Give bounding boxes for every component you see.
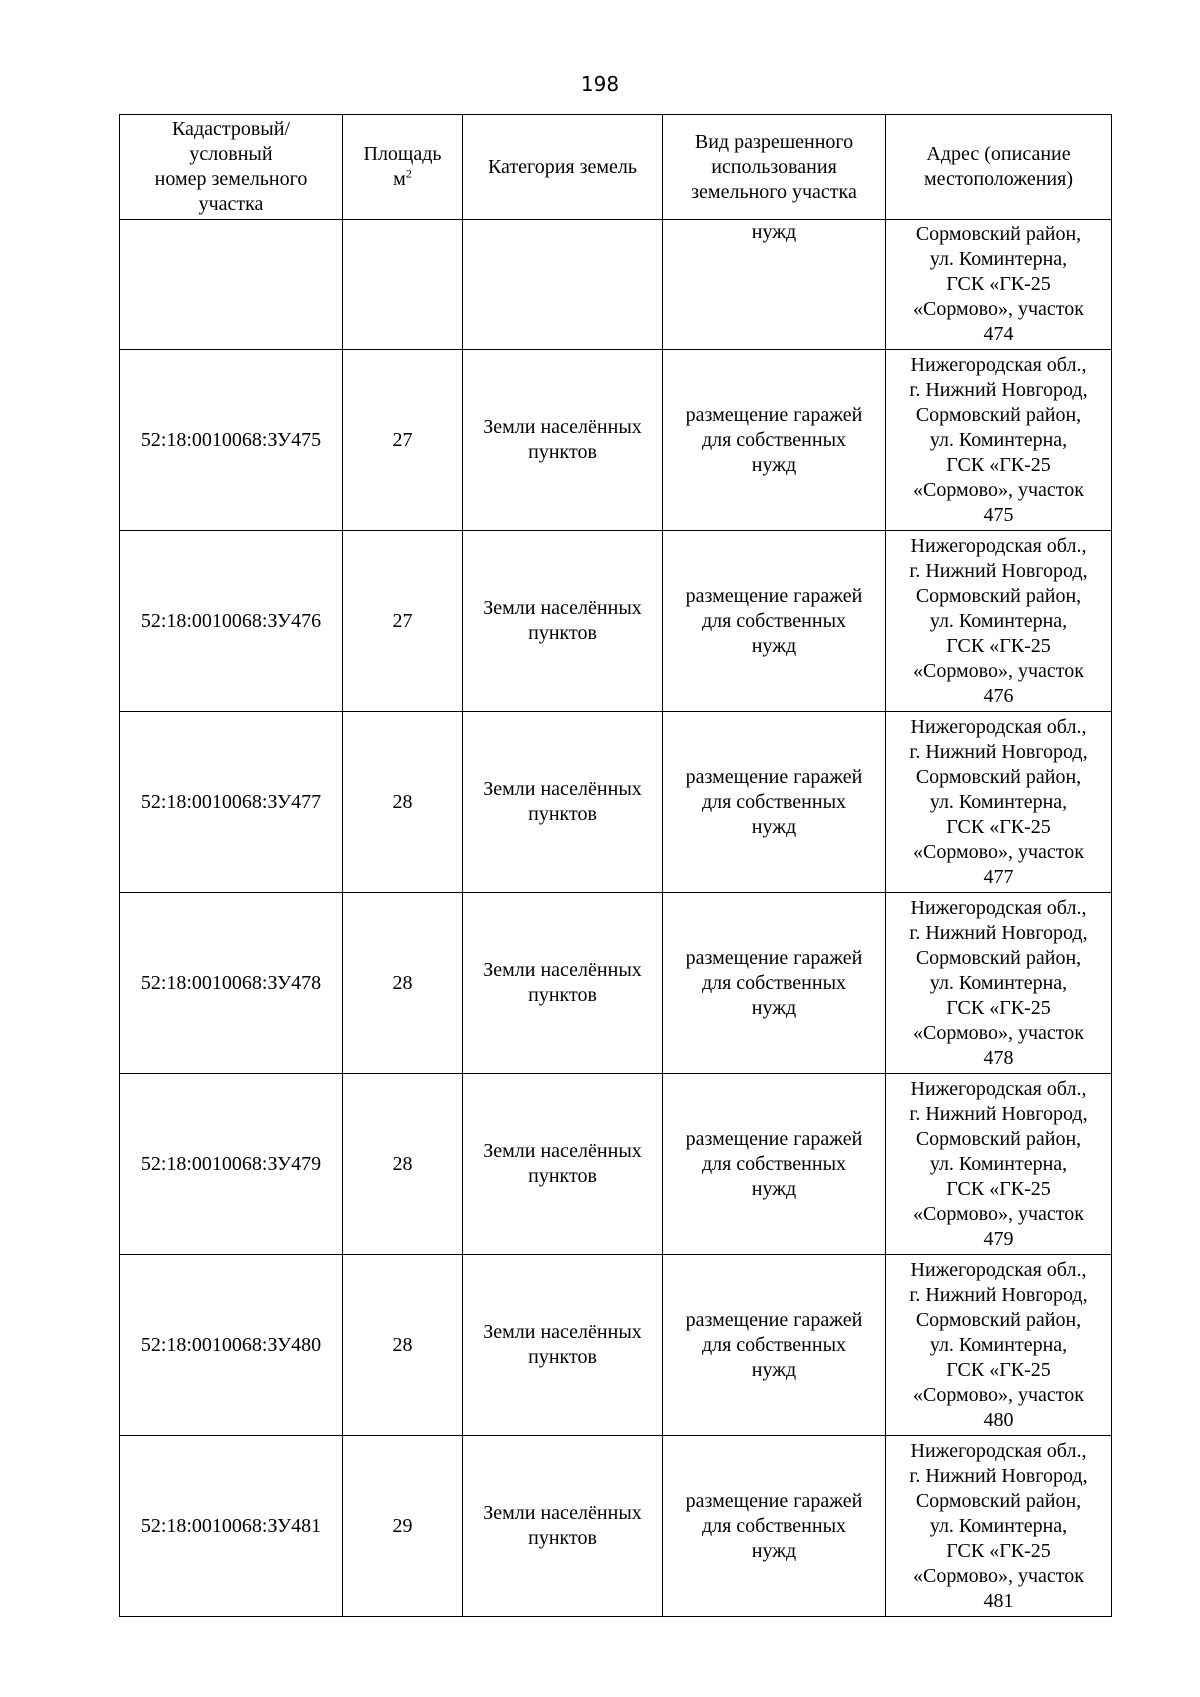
cell-use: размещение гаражей для собственных нужд [663,1436,886,1617]
cell-cadastral: 52:18:0010068:ЗУ481 [120,1436,343,1617]
cell-address: Нижегородская обл., г. Нижний Новгород, Сормовский район, ул. Коминтерна, ГСК «ГК-25 «Сормово», участок 477 [886,712,1112,893]
cell-cadastral [120,220,343,350]
cell-use: размещение гаражей для собственных нужд [663,1074,886,1255]
table-row [120,893,1112,1074]
cell-area: 29 [343,1436,463,1617]
table-row-continuation [120,220,1112,350]
cell-address: Нижегородская обл., г. Нижний Новгород, Сормовский район, ул. Коминтерна, ГСК «ГК-25 «Сормово», участок 475 [886,350,1112,531]
table-row [120,1074,1112,1255]
cell-area: 28 [343,712,463,893]
cell-cadastral: 52:18:0010068:ЗУ478 [120,893,343,1074]
cell-address: Нижегородская обл., г. Нижний Новгород, Сормовский район, ул. Коминтерна, ГСК «ГК-25 «Сормово», участок 476 [886,531,1112,712]
cell-area: 28 [343,893,463,1074]
cell-cadastral: 52:18:0010068:ЗУ477 [120,712,343,893]
page-number: 198 [580,72,620,96]
cell-address: Сормовский район, ул. Коминтерна, ГСК «ГК-25 «Сормово», участок 474 [886,220,1112,350]
cell-use: нужд [663,220,886,350]
cell-area [343,220,463,350]
cell-address: Нижегородская обл., г. Нижний Новгород, Сормовский район, ул. Коминтерна, ГСК «ГК-25 «Сормово», участок 479 [886,1074,1112,1255]
cell-cadastral: 52:18:0010068:ЗУ480 [120,1255,343,1436]
cell-category: Земли населённых пунктов [463,350,663,531]
cell-use: размещение гаражей для собственных нужд [663,712,886,893]
header-address: Адрес (описание местоположения) [886,115,1112,220]
cell-use: размещение гаражей для собственных нужд [663,893,886,1074]
header-cadastral: Кадастровый/ условный номер земельного участка [120,115,343,220]
header-use: Вид разрешенного использования земельного участка [663,115,886,220]
table-row [120,1255,1112,1436]
cell-category: Земли населённых пунктов [463,1436,663,1617]
cell-address: Нижегородская обл., г. Нижний Новгород, Сормовский район, ул. Коминтерна, ГСК «ГК-25 «Сормово», участок 481 [886,1436,1112,1617]
cell-cadastral: 52:18:0010068:ЗУ475 [120,350,343,531]
header-category: Категория земель [463,115,663,220]
table-row [120,1436,1112,1617]
cell-category [463,220,663,350]
land-plots-table [119,114,1112,1617]
cell-use: размещение гаражей для собственных нужд [663,1255,886,1436]
header-area: Площадь $м^2$ [343,115,463,220]
cell-address: Нижегородская обл., г. Нижний Новгород, Сормовский район, ул. Коминтерна, ГСК «ГК-25 «Сормово», участок 480 [886,1255,1112,1436]
cell-cadastral: 52:18:0010068:ЗУ479 [120,1074,343,1255]
cell-area: 28 [343,1255,463,1436]
table-row [120,712,1112,893]
cell-use: размещение гаражей для собственных нужд [663,350,886,531]
cell-address: Нижегородская обл., г. Нижний Новгород, Сормовский район, ул. Коминтерна, ГСК «ГК-25 «Сормово», участок 478 [886,893,1112,1074]
table-row [120,350,1112,531]
cell-area: 27 [343,350,463,531]
table-row [120,531,1112,712]
cell-area: 27 [343,531,463,712]
cell-cadastral: 52:18:0010068:ЗУ476 [120,531,343,712]
cell-category: Земли населённых пунктов [463,531,663,712]
cell-area: 28 [343,1074,463,1255]
table-header-row [120,115,1112,220]
cell-use: размещение гаражей для собственных нужд [663,531,886,712]
cell-category: Земли населённых пунктов [463,893,663,1074]
cell-category: Земли населённых пунктов [463,712,663,893]
cell-category: Земли населённых пунктов [463,1074,663,1255]
cell-category: Земли населённых пунктов [463,1255,663,1436]
